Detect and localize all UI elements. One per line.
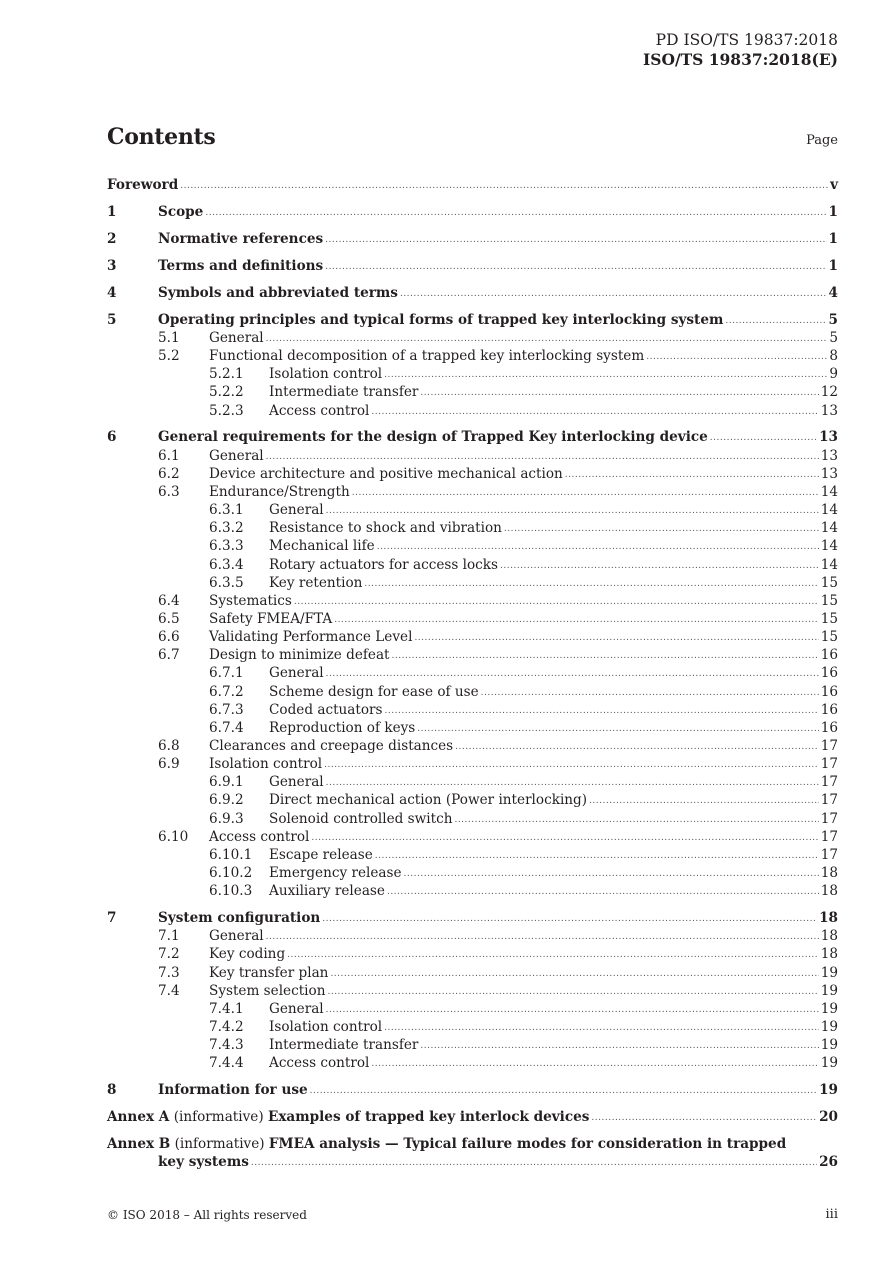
toc-entry-page: 13 <box>820 447 838 464</box>
toc-entry-number: 6.9.3 <box>209 810 244 827</box>
annex-b-type: (informative) <box>174 1135 265 1152</box>
toc-entry-number: 7.2 <box>158 946 180 963</box>
toc-entry-title: Access control <box>269 1055 370 1072</box>
dot-leader <box>327 987 818 997</box>
toc-entry-title: Key transfer plan <box>209 964 329 981</box>
toc-entry-number: 6.7.3 <box>209 701 244 718</box>
toc-entry-page: 12 <box>820 384 838 401</box>
annex-b-title-line2: key systems <box>158 1153 249 1170</box>
dot-leader <box>420 388 818 398</box>
toc-entry[interactable] <box>107 792 838 810</box>
toc-entry-title: Scheme design for ease of use <box>269 683 479 700</box>
toc-entry-title: General <box>269 1000 324 1017</box>
toc-entry-title: Intermediate transfer <box>269 384 419 401</box>
toc-entry-number: 7.4.3 <box>209 1037 244 1054</box>
toc-entry-title: General <box>209 447 264 464</box>
dot-leader <box>392 651 819 661</box>
page-title: Contents <box>107 124 216 150</box>
toc-entry-number: 1 <box>107 203 117 220</box>
toc-entry-number: 6.9 <box>158 756 180 773</box>
toc-entry[interactable] <box>107 466 838 484</box>
toc-entry[interactable] <box>107 883 838 901</box>
dot-leader <box>504 524 819 534</box>
annex-b-page: 26 <box>819 1153 838 1170</box>
dot-leader <box>455 742 819 752</box>
toc-entry-page: 17 <box>820 810 838 827</box>
dot-leader <box>266 334 828 344</box>
toc-entry-title: Safety FMEA/FTA <box>209 610 333 627</box>
dot-leader <box>287 950 819 960</box>
toc-entry-number: 6.9.1 <box>209 774 244 791</box>
toc-entry-number: 5.2.3 <box>209 402 244 419</box>
annex-b-label: Annex B <box>107 1135 171 1152</box>
toc-entry-number: 5.2.2 <box>209 384 244 401</box>
toc-entry-number: 7.4 <box>158 982 180 999</box>
toc-entry[interactable] <box>107 538 838 556</box>
toc-entry-page: 18 <box>820 883 838 900</box>
toc-entry[interactable] <box>107 983 838 1001</box>
toc-entry-page: 19 <box>819 1082 838 1099</box>
toc-entry-page: 14 <box>820 502 838 519</box>
dot-leader <box>325 262 826 272</box>
toc-entry-title: Foreword <box>107 177 179 193</box>
toc-entry-number: 6.8 <box>158 738 180 754</box>
toc-entry-page: 8 <box>829 348 838 365</box>
toc-entry[interactable] <box>107 774 838 792</box>
dot-leader <box>385 706 819 716</box>
toc-entry-page: 17 <box>820 774 838 791</box>
toc-entry[interactable] <box>107 738 838 756</box>
toc-entry[interactable] <box>107 847 838 865</box>
toc-entry[interactable] <box>107 285 838 303</box>
toc-entry-page: 14 <box>820 520 838 537</box>
toc-entry-annex-a[interactable] <box>107 1109 838 1127</box>
dot-leader <box>322 914 817 924</box>
toc-entry-title: Operating principles and typical forms of trapped key interlocking system <box>158 311 724 328</box>
toc-entry-title: Systematics <box>209 592 292 609</box>
toc-entry-number: 8 <box>107 1082 117 1099</box>
toc-entry-title: Resistance to shock and vibration <box>269 520 502 537</box>
toc-entry-page: 16 <box>820 719 838 736</box>
toc-entry-page: 1 <box>828 257 838 274</box>
toc-entry-number: 6.3.3 <box>209 538 244 555</box>
dot-leader <box>326 669 819 679</box>
dot-leader <box>500 561 819 571</box>
toc-entry[interactable] <box>107 384 838 402</box>
dot-leader <box>417 724 818 734</box>
dot-leader <box>326 1005 819 1015</box>
toc-entry[interactable] <box>107 756 838 774</box>
dot-leader <box>364 579 818 589</box>
toc-entry-title: Mechanical life <box>269 538 375 555</box>
dot-leader <box>404 869 819 879</box>
toc-entry-page: 14 <box>820 483 838 500</box>
toc-entry-title: Terms and definitions <box>158 257 324 274</box>
toc-entry-title: Intermediate transfer <box>269 1037 419 1054</box>
toc-entry-number: 6.7.4 <box>209 719 244 736</box>
toc-entry-title: General <box>209 329 264 346</box>
toc-entry-number: 6.6 <box>158 629 180 646</box>
toc-entry-title: Auxiliary release <box>269 883 385 900</box>
toc-entry-page: 15 <box>820 629 838 646</box>
dot-leader <box>326 506 819 516</box>
toc-entry[interactable] <box>107 348 838 366</box>
toc-entry-title: Key coding <box>209 946 286 963</box>
toc-entry-number: 5 <box>107 311 117 328</box>
toc-entry-number: 6.2 <box>158 465 180 482</box>
toc-entry-number: 3 <box>107 257 117 274</box>
dot-leader <box>180 181 828 191</box>
toc-entry-page: 19 <box>820 1000 838 1017</box>
toc-entry-title: General requirements for the design of Trapped Key interlocking device <box>158 429 708 446</box>
toc-entry[interactable] <box>107 1037 838 1055</box>
toc-entry-title: Access control <box>269 402 370 419</box>
toc-entry[interactable] <box>107 647 838 665</box>
toc-entry-title: Escape release <box>269 846 373 863</box>
toc-entry-page: 5 <box>828 311 838 328</box>
toc-entry-title: System selection <box>209 982 326 999</box>
toc-entry[interactable] <box>107 1082 838 1100</box>
dot-leader <box>326 778 819 788</box>
dot-leader <box>251 1158 817 1168</box>
toc-entry-number: 6.3.2 <box>209 520 244 537</box>
toc-entry-page: 19 <box>820 1055 838 1072</box>
toc-entry-page: 18 <box>820 946 838 963</box>
dot-leader <box>591 1113 817 1123</box>
toc-entry-title: Direct mechanical action (Power interlocking) <box>269 792 588 809</box>
toc-entry-title: Key retention <box>269 574 363 591</box>
toc-entry-number: 6.10.3 <box>209 883 253 900</box>
toc-entry-title: Isolation control <box>209 756 323 773</box>
annex-a-title: Examples of trapped key interlock devices <box>267 1109 590 1126</box>
toc-entry-number: 7.4.2 <box>209 1019 244 1036</box>
toc-entry-page: 1 <box>828 230 838 247</box>
dot-leader <box>324 760 819 770</box>
header-line-2: ISO/TS 19837:2018(E) <box>643 50 838 69</box>
toc-entry[interactable] <box>107 258 838 276</box>
toc-entry-page: 9 <box>829 366 838 383</box>
toc-entry-page: 19 <box>820 964 838 981</box>
toc-entry-number: 7.3 <box>158 964 180 981</box>
toc-entry-page: 16 <box>820 683 838 700</box>
dot-leader <box>325 235 826 245</box>
toc-entry-title: Functional decomposition of a trapped key interlocking system <box>209 348 645 365</box>
toc-entry-number: 6.10.1 <box>209 846 253 863</box>
toc-entry-title: Validating Performance Level <box>209 629 413 646</box>
toc-entry[interactable] <box>107 330 838 348</box>
toc-entry-page: 19 <box>820 1037 838 1054</box>
toc-entry[interactable] <box>107 928 838 946</box>
toc-entry-page: 18 <box>820 865 838 882</box>
document-header <box>643 30 838 70</box>
toc-entry[interactable] <box>107 946 838 964</box>
toc-entry-title: Access control <box>209 828 310 845</box>
copyright-notice: © ISO 2018 – All rights reserved <box>107 1208 307 1222</box>
dot-leader <box>387 887 819 897</box>
toc-entry-number: 2 <box>107 230 117 247</box>
toc-entry[interactable] <box>107 1019 838 1037</box>
dot-leader <box>565 470 819 480</box>
dot-leader <box>205 208 826 218</box>
toc-entry-page: v <box>830 177 838 193</box>
dot-leader <box>414 633 818 643</box>
toc-entry-page: 14 <box>820 556 838 573</box>
toc-entry-page: 13 <box>819 429 838 446</box>
toc-entry-number: 6.10.2 <box>209 865 253 882</box>
toc-entry-page: 15 <box>820 592 838 609</box>
toc-entry-annex-b[interactable] <box>107 1136 838 1174</box>
toc-entry-page: 17 <box>820 738 838 754</box>
toc-entry[interactable] <box>107 811 838 829</box>
toc-entry[interactable] <box>107 702 838 720</box>
toc-entry-title: General <box>269 774 324 791</box>
toc-entry-number: 6.3 <box>158 483 180 500</box>
toc-entry-number: 6.9.2 <box>209 792 244 809</box>
toc-entry-title: Information for use <box>158 1082 308 1099</box>
toc-entry[interactable] <box>107 204 838 222</box>
dot-leader <box>384 1023 819 1033</box>
dot-leader <box>384 370 827 380</box>
toc-entry-page: 13 <box>820 402 838 419</box>
toc-entry[interactable] <box>107 575 838 593</box>
toc-entry-title: Endurance/Strength <box>209 483 350 500</box>
dot-leader <box>710 433 817 443</box>
dot-leader <box>266 452 819 462</box>
toc-entry[interactable] <box>107 611 838 629</box>
toc-entry-page: 17 <box>820 756 838 773</box>
toc-entry[interactable] <box>107 910 838 928</box>
toc-entry-page: 13 <box>820 465 838 482</box>
dot-leader <box>371 1059 818 1069</box>
toc-entry-number: 6 <box>107 429 117 446</box>
toc-entry-page: 17 <box>820 846 838 863</box>
toc-entry-title: Isolation control <box>269 1019 383 1036</box>
toc-entry-page: 17 <box>820 792 838 809</box>
page-number: iii <box>825 1207 838 1222</box>
toc-entry[interactable] <box>107 448 838 466</box>
toc-entry-page: 18 <box>819 910 838 927</box>
dot-leader <box>400 289 827 299</box>
toc-entry-page: 5 <box>829 329 838 346</box>
toc-entry[interactable] <box>107 865 838 883</box>
toc-entry-title: Scope <box>158 203 204 220</box>
toc-entry[interactable] <box>107 684 838 702</box>
toc-entry-title: Isolation control <box>269 366 383 383</box>
toc-entry[interactable] <box>107 429 838 447</box>
toc-entry-title: Emergency release <box>269 865 402 882</box>
toc-entry-number: 5.2.1 <box>209 366 244 383</box>
toc-entry-number: 6.3.1 <box>209 502 244 519</box>
annex-a-label: Annex A <box>107 1109 170 1126</box>
annex-a-type: (informative) <box>173 1109 264 1126</box>
annex-a-page: 20 <box>819 1109 838 1126</box>
dot-leader <box>311 833 818 843</box>
toc-entry-number: 6.10 <box>158 828 189 845</box>
toc-entry-number: 7.4.1 <box>209 1000 244 1017</box>
dot-leader <box>352 488 819 498</box>
toc-entry[interactable] <box>107 312 838 330</box>
toc-entry-page: 19 <box>820 982 838 999</box>
toc-entry[interactable] <box>107 665 838 683</box>
dot-leader <box>481 688 819 698</box>
toc-entry-title: Device architecture and positive mechanical action <box>209 465 563 482</box>
dot-leader <box>375 851 819 861</box>
toc-entry[interactable] <box>107 629 838 647</box>
dot-leader <box>310 1086 817 1096</box>
toc-entry-number: 4 <box>107 284 117 301</box>
toc-entry-number: 6.5 <box>158 610 180 627</box>
toc-entry-number: 6.4 <box>158 592 180 609</box>
dot-leader <box>420 1041 818 1051</box>
toc-entry[interactable] <box>107 965 838 983</box>
dot-leader <box>589 796 819 806</box>
toc-entry-title: Design to minimize defeat <box>209 647 390 664</box>
header-line-1: PD ISO/TS 19837:2018 <box>655 31 838 49</box>
toc-entry-page: 14 <box>820 538 838 555</box>
toc-entry[interactable] <box>107 231 838 249</box>
toc-entry-number: 7.4.4 <box>209 1055 244 1072</box>
toc-entry-title: Coded actuators <box>269 701 383 718</box>
toc-entry-page: 15 <box>820 574 838 591</box>
toc-entry-number: 7 <box>107 910 117 927</box>
toc-entry-number: 6.3.5 <box>209 574 244 591</box>
toc-entry[interactable] <box>107 502 838 520</box>
toc-entry-page: 1 <box>828 203 838 220</box>
toc-entry-title: Clearances and creepage distances <box>209 738 454 754</box>
dot-leader <box>334 615 818 625</box>
dot-leader <box>454 815 818 825</box>
toc-entry-number: 5.1 <box>158 329 180 346</box>
toc-entry-page: 16 <box>820 647 838 664</box>
toc-entry-number: 6.1 <box>158 447 180 464</box>
toc-entry[interactable] <box>107 177 838 195</box>
toc-entry[interactable] <box>107 557 838 575</box>
toc-entry-title: Reproduction of keys <box>269 719 416 736</box>
toc-entry[interactable] <box>107 593 838 611</box>
toc-entry-title: Symbols and abbreviated terms <box>158 284 398 301</box>
toc-entry[interactable] <box>107 1055 838 1073</box>
toc-entry-title: Rotary actuators for access locks <box>269 556 499 573</box>
dot-leader <box>371 407 818 417</box>
dot-leader <box>266 932 819 942</box>
toc-entry[interactable] <box>107 720 838 738</box>
toc-entry-title: General <box>269 502 324 519</box>
toc-entry-page: 4 <box>828 284 838 301</box>
dot-leader <box>330 969 818 979</box>
annex-b-title-line1: FMEA analysis — Typical failure modes for consideration in trapped <box>268 1135 787 1152</box>
toc-entry[interactable] <box>107 520 838 538</box>
toc-entry-number: 6.3.4 <box>209 556 244 573</box>
toc-entry-number: 7.1 <box>158 928 180 945</box>
page-column-label: Page <box>806 133 838 148</box>
toc-entry-page: 16 <box>820 665 838 682</box>
toc-entry[interactable] <box>107 484 838 502</box>
toc-entry-page: 15 <box>820 610 838 627</box>
dot-leader <box>377 542 819 552</box>
toc-entry-page: 17 <box>820 828 838 845</box>
toc-entry[interactable] <box>107 366 838 384</box>
toc-entry-number: 5.2 <box>158 348 180 365</box>
toc-entry-title: Normative references <box>158 230 324 247</box>
toc-entry-number: 6.7.1 <box>209 665 244 682</box>
toc-entry-title: General <box>209 928 264 945</box>
toc-entry-number: 6.7 <box>158 647 180 664</box>
toc-entry-number: 6.7.2 <box>209 683 244 700</box>
toc-entry[interactable] <box>107 1001 838 1019</box>
dot-leader <box>294 597 819 607</box>
toc-entry-page: 16 <box>820 701 838 718</box>
toc-entry-title: General <box>269 665 324 682</box>
toc-entry[interactable] <box>107 403 838 421</box>
toc-entry-title: Solenoid controlled switch <box>269 810 453 827</box>
dot-leader <box>725 316 826 326</box>
toc-entry[interactable] <box>107 829 838 847</box>
toc-entry-title: System configuration <box>158 910 321 927</box>
dot-leader <box>646 352 827 362</box>
toc-entry-page: 18 <box>820 928 838 945</box>
toc-entry-page: 19 <box>820 1019 838 1036</box>
